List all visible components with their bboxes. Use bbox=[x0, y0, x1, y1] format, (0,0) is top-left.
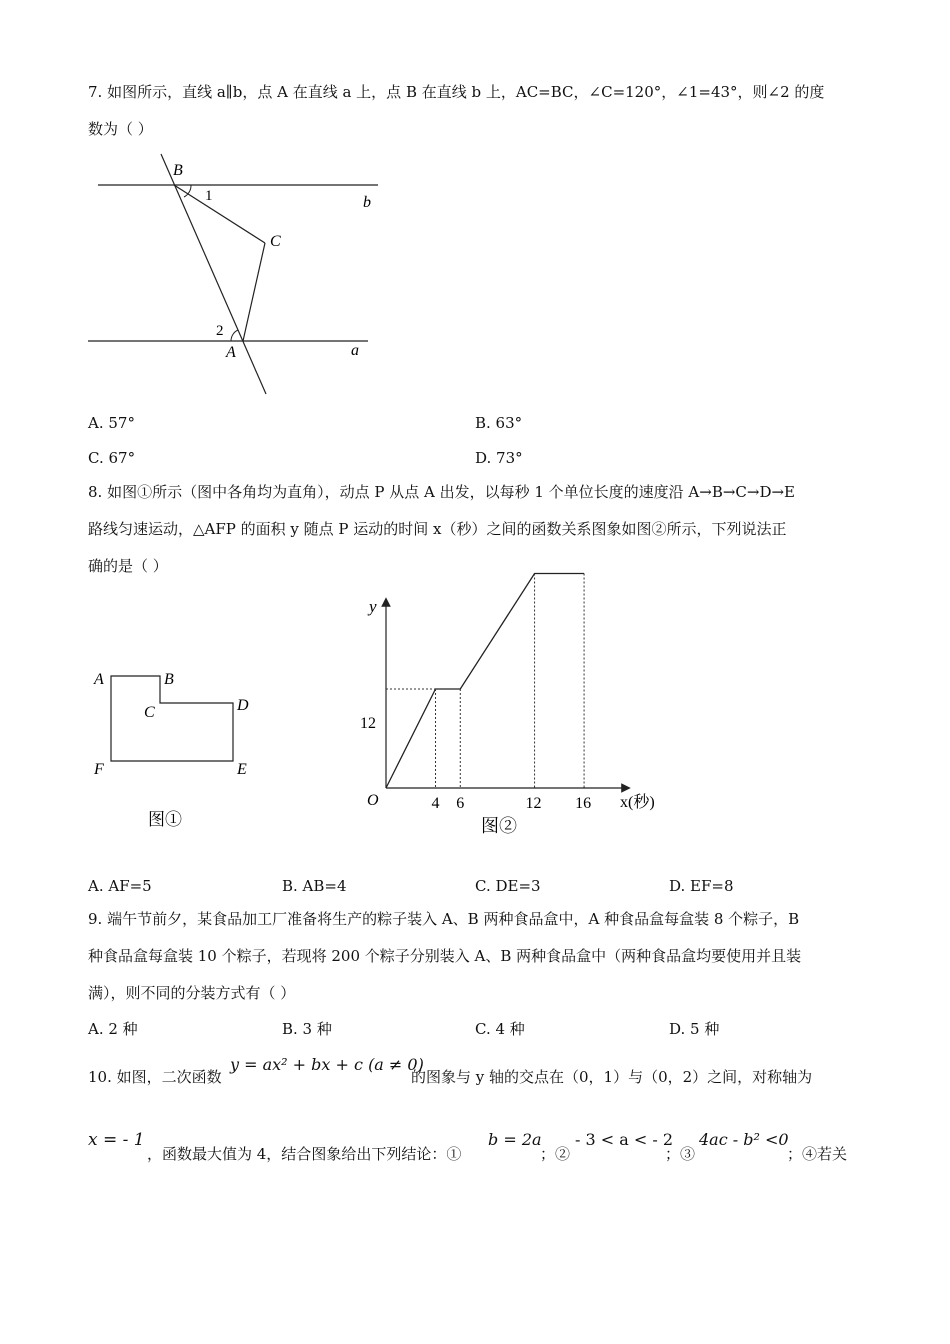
fig1-label-A: A bbox=[94, 671, 104, 688]
fig1-label-D: D bbox=[237, 697, 249, 714]
q7-option-c: C. 67° bbox=[88, 449, 136, 467]
fig1-label-B: B bbox=[164, 671, 174, 688]
fig1-label-F: F bbox=[94, 761, 104, 778]
fig1-label-C: C bbox=[144, 704, 155, 721]
q7-label-2: 2 bbox=[216, 323, 224, 339]
x-tick-label-12: 12 bbox=[525, 795, 542, 812]
q8-option-c: C. DE=3 bbox=[475, 877, 541, 895]
y-tick-label: 12 bbox=[360, 715, 376, 732]
q10-axis-equation: x = - 1 bbox=[88, 1130, 145, 1150]
q7-label-A: A bbox=[226, 344, 236, 361]
fig1-caption: 图① bbox=[148, 810, 182, 829]
q9-option-d: D. 5 种 bbox=[669, 1020, 720, 1038]
q7-text-line2: 数为（ ） bbox=[88, 120, 153, 138]
q8-option-d: D. EF=8 bbox=[669, 877, 734, 895]
x-tick-label-16: 16 bbox=[575, 795, 592, 812]
q8-figure1 bbox=[88, 660, 288, 840]
q7-text-line1: 7. 如图所示，直线 a∥b，点 A 在直线 a 上，点 B 在直线 b 上，AC=BC，∠C=120°，∠1=43°，则∠2 的度 bbox=[88, 83, 825, 101]
q7-option-a: A. 57° bbox=[88, 414, 135, 432]
q9-text-line3: 满），则不同的分装方式有（ ） bbox=[88, 984, 296, 1002]
x-axis-label: x(秒) bbox=[620, 794, 655, 811]
q7-figure bbox=[80, 150, 380, 400]
q7-label-B: B bbox=[173, 162, 183, 179]
fig2-caption: 图② bbox=[481, 816, 517, 836]
q7-option-d: D. 73° bbox=[475, 449, 523, 467]
q10-sep-3: ；④若关 bbox=[787, 1145, 848, 1163]
q8-text-line1: 8. 如图①所示（图中各角均为直角），动点 P 从点 A 出发，以每秒 1 个单位长度的速度沿 A→B→C→D→E bbox=[88, 483, 796, 501]
q9-option-a: A. 2 种 bbox=[88, 1020, 138, 1038]
q7-label-C: C bbox=[270, 233, 281, 250]
q8-text-line3: 确的是（ ） bbox=[88, 557, 168, 575]
q10-sep-1: ；② bbox=[540, 1145, 571, 1163]
q7-option-b: B. 63° bbox=[475, 414, 523, 432]
q7-label-a: a bbox=[351, 342, 359, 359]
q9-text-line2: 种食品盒每盒装 10 个粽子，若现将 200 个粽子分别装入 A、B 两种食品盒中（两种食品盒均要使用并且装 bbox=[88, 947, 802, 965]
series-line bbox=[386, 574, 584, 789]
q8-option-a: A. AF=5 bbox=[88, 877, 152, 895]
q10-conclusion-1: b = 2a bbox=[488, 1130, 542, 1149]
origin-label: O bbox=[367, 792, 379, 809]
q10-text-line1-post: 的图象与 y 轴的交点在（0，1）与（0，2）之间，对称轴为 bbox=[411, 1068, 813, 1086]
q7-label-b: b bbox=[363, 194, 371, 211]
q7-label-1: 1 bbox=[205, 188, 213, 204]
fig1-label-E: E bbox=[237, 761, 247, 778]
q8-chart bbox=[350, 592, 660, 836]
q10-sep-2: ；③ bbox=[665, 1145, 696, 1163]
x-tick-label-6: 6 bbox=[456, 795, 465, 812]
x-tick-label-4: 4 bbox=[431, 795, 440, 812]
q9-option-b: B. 3 种 bbox=[282, 1020, 332, 1038]
q10-conclusion-3: 4ac - b² <0 bbox=[699, 1130, 789, 1149]
y-axis-label: y bbox=[369, 597, 377, 616]
q10-text-line2: ，函数最大值为 4，结合图象给出下列结论：① bbox=[147, 1145, 462, 1163]
q8-option-b: B. AB=4 bbox=[282, 877, 347, 895]
q10-text-line1-pre: 10. 如图，二次函数 bbox=[88, 1068, 222, 1086]
q8-text-line2: 路线匀速运动，△AFP 的面积 y 随点 P 运动的时间 x（秒）之间的函数关系图象如图②所示，下列说法正 bbox=[88, 520, 787, 538]
q10-formula: y = ax² + bx + c (a ≠ 0) bbox=[230, 1055, 424, 1074]
q9-text-line1: 9. 端午节前夕，某食品加工厂准备将生产的粽子装入 A、B 两种食品盒中，A 种食品盒每盒装 8 个粽子，B bbox=[88, 910, 800, 928]
q10-conclusion-2: - 3 < a < - 2 bbox=[575, 1130, 674, 1149]
q9-option-c: C. 4 种 bbox=[475, 1020, 525, 1038]
